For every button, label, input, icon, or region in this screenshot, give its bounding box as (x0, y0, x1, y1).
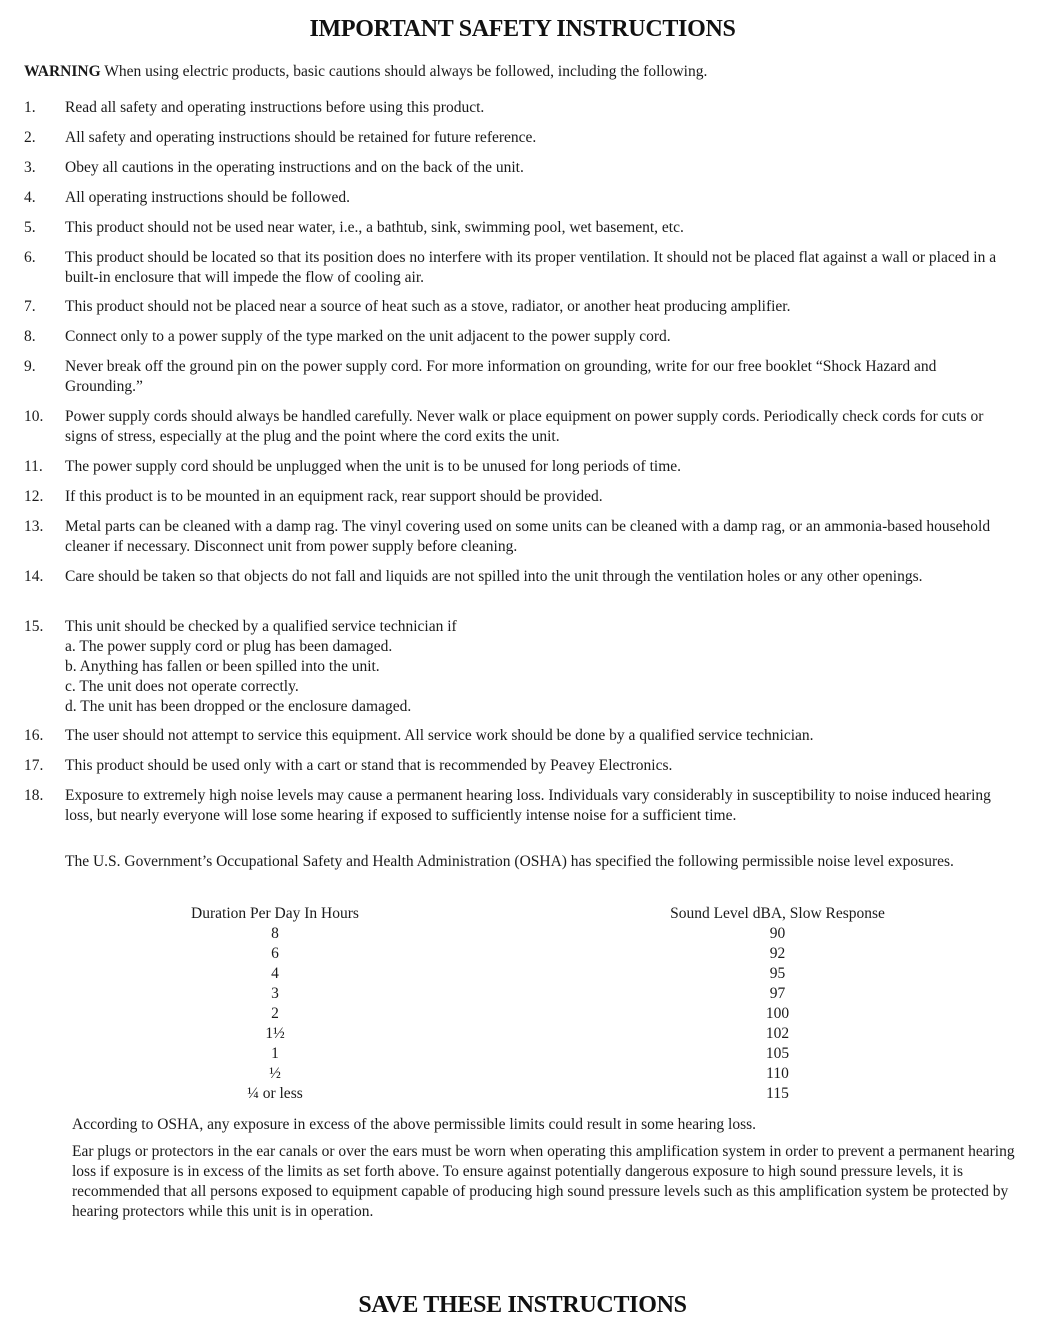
sound-level-cell: 95 (769, 965, 786, 982)
item-number: 18. (24, 787, 44, 804)
item-number: 14. (24, 568, 44, 585)
item-number: 8. (24, 328, 36, 345)
osha-note: According to OSHA, any exposure in excess of the above permissible limits could result in some hearing loss. (72, 1116, 757, 1133)
item-text: Obey all cautions in the operating instructions and on the back of the unit. (65, 159, 524, 176)
duration-cell: 1½ (265, 1025, 285, 1042)
item-text: All safety and operating instructions should be retained for future reference. (65, 129, 537, 146)
sound-level-cell: 97 (769, 985, 786, 1002)
item-text: Connect only to a power supply of the type marked on the unit adjacent to the power supply cord. (65, 328, 671, 345)
instruction-item-11 (24, 457, 1014, 477)
item-number: 7. (24, 298, 36, 315)
sound-level-cell: 90 (769, 925, 786, 942)
item-text: Metal parts can be cleaned with a damp rag. The vinyl covering used on some units can be cleaned with a damp rag, or an ammonia-based household cleaner if necessary. Disconnect unit from power supply before cleaning. (65, 518, 991, 555)
warning-statement (24, 62, 707, 82)
item-number: 12. (24, 488, 44, 505)
item-number: 11. (24, 458, 43, 475)
sub-list (65, 637, 1014, 717)
duration-cell: 1 (271, 1045, 279, 1062)
item-number: 15. (24, 618, 44, 635)
sub-item-b: b. Anything has fallen or been spilled into the unit. (65, 658, 380, 675)
item-number: 3. (24, 159, 36, 176)
instruction-item-14 (24, 567, 1014, 587)
item-text: All operating instructions should be followed. (65, 189, 350, 206)
instruction-item-10 (24, 407, 1014, 447)
item-text: Power supply cords should always be handled carefully. Never walk or place equipment on power supply cords. Periodically check cords for cuts or signs of stress, especially at the plug and the point where the cord exits the unit. (65, 408, 984, 445)
item-text: Exposure to extremely high noise levels may cause a permanent hearing loss. Individuals vary considerably in susceptibility to noise induced hearing loss, but nearly everyone will lose some hearing if exposed to sufficiently intense noise for a sufficient time. (65, 787, 991, 824)
duration-cell: 2 (271, 1005, 279, 1022)
instruction-item-18 (24, 786, 1014, 826)
item-text: Read all safety and operating instructions before using this product. (65, 99, 485, 116)
duration-cell: ¼ or less (247, 1085, 303, 1102)
footer-title: SAVE THESE INSTRUCTIONS (358, 1292, 687, 1318)
item-text: Never break off the ground pin on the power supply cord. For more information on grounding, write for our free booklet “Shock Hazard and Grounding.” (65, 358, 937, 395)
instruction-item-4 (24, 188, 1014, 208)
duration-column (140, 904, 410, 1104)
sub-item-c: c. The unit does not operate correctly. (65, 678, 299, 695)
instruction-item-13 (24, 517, 1014, 557)
item-number: 6. (24, 249, 36, 266)
sound-level-cell: 115 (766, 1085, 789, 1102)
sound-level-cell: 100 (765, 1005, 790, 1022)
sound-level-header: Sound Level dBA, Slow Response (670, 905, 885, 922)
instruction-item-2 (24, 128, 1014, 148)
osha-intro: The U.S. Government’s Occupational Safety and Health Administration (OSHA) has specified the following permissible noise level exposures. (65, 853, 954, 870)
instruction-item-15 (24, 617, 1014, 717)
item-number: 2. (24, 129, 36, 146)
item-text: This product should be used only with a cart or stand that is recommended by Peavey Electronics. (65, 757, 673, 774)
instruction-item-5 (24, 218, 1014, 238)
sound-level-column (620, 904, 935, 1104)
item-text: This unit should be checked by a qualified service technician if (65, 618, 457, 635)
sub-item-d: d. The unit has been dropped or the enclosure damaged. (65, 698, 412, 715)
warning-text: When using electric products, basic cautions should always be followed, including the following. (100, 63, 708, 80)
instruction-item-8 (24, 327, 1014, 347)
item-number: 10. (24, 408, 44, 425)
item-number: 1. (24, 99, 36, 116)
instruction-item-1 (24, 98, 1014, 118)
item-number: 17. (24, 757, 44, 774)
item-text: Care should be taken so that objects do not fall and liquids are not spilled into the unit through the ventilation holes or any other openings. (65, 568, 923, 585)
ear-protection-paragraph: Ear plugs or protectors in the ear canals or over the ears must be worn when operating this amplification system in order to prevent a permanent hearing loss if exposure is in excess of the limits as set forth above. To ensure against potentially dangerous exposure to high sound pressure levels, it is recommended that all persons exposed to equipment capable of producing high sound pressure levels such as this amplification system be protected by hearing protectors while this unit is in operation. (72, 1143, 1015, 1220)
duration-cell: 3 (271, 985, 279, 1002)
sound-level-cell: 92 (769, 945, 786, 962)
duration-cell: 8 (271, 925, 279, 942)
item-text: If this product is to be mounted in an equipment rack, rear support should be provided. (65, 488, 603, 505)
item-number: 5. (24, 219, 36, 236)
item-number: 4. (24, 189, 36, 206)
instruction-item-3 (24, 158, 1014, 178)
duration-header: Duration Per Day In Hours (191, 905, 359, 922)
duration-cell: 4 (271, 965, 279, 982)
item-text: This product should not be placed near a source of heat such as a stove, radiator, or another heat producing amplifier. (65, 298, 791, 315)
item-text: The power supply cord should be unplugged when the unit is to be unused for long periods of time. (65, 458, 682, 475)
instruction-item-16 (24, 726, 1014, 746)
item-number: 16. (24, 727, 44, 744)
duration-cell: 6 (271, 945, 279, 962)
duration-cell: ½ (269, 1065, 281, 1082)
item-text: The user should not attempt to service this equipment. All service work should be done by a qualified service technician. (65, 727, 814, 744)
sound-level-cell: 102 (765, 1025, 790, 1042)
instruction-item-12 (24, 487, 1014, 507)
sound-level-cell: 110 (766, 1065, 789, 1082)
instruction-item-6 (24, 248, 1014, 288)
item-text: This product should be located so that its position does no interfere with its proper ventilation. It should not be placed flat against a wall or placed in a built-in enclosure that will impede the flow of cooling air. (65, 249, 997, 286)
item-number: 13. (24, 518, 44, 535)
item-number: 9. (24, 358, 36, 375)
warning-label: WARNING (24, 63, 101, 80)
item-text: This product should not be used near water, i.e., a bathtub, sink, swimming pool, wet basement, etc. (65, 219, 684, 236)
sub-item-a: a. The power supply cord or plug has been damaged. (65, 638, 393, 655)
sound-level-cell: 105 (765, 1045, 790, 1062)
instruction-item-7 (24, 297, 1014, 317)
page-title: IMPORTANT SAFETY INSTRUCTIONS (309, 16, 736, 42)
instruction-item-17 (24, 756, 1014, 776)
instruction-item-9 (24, 357, 1014, 397)
